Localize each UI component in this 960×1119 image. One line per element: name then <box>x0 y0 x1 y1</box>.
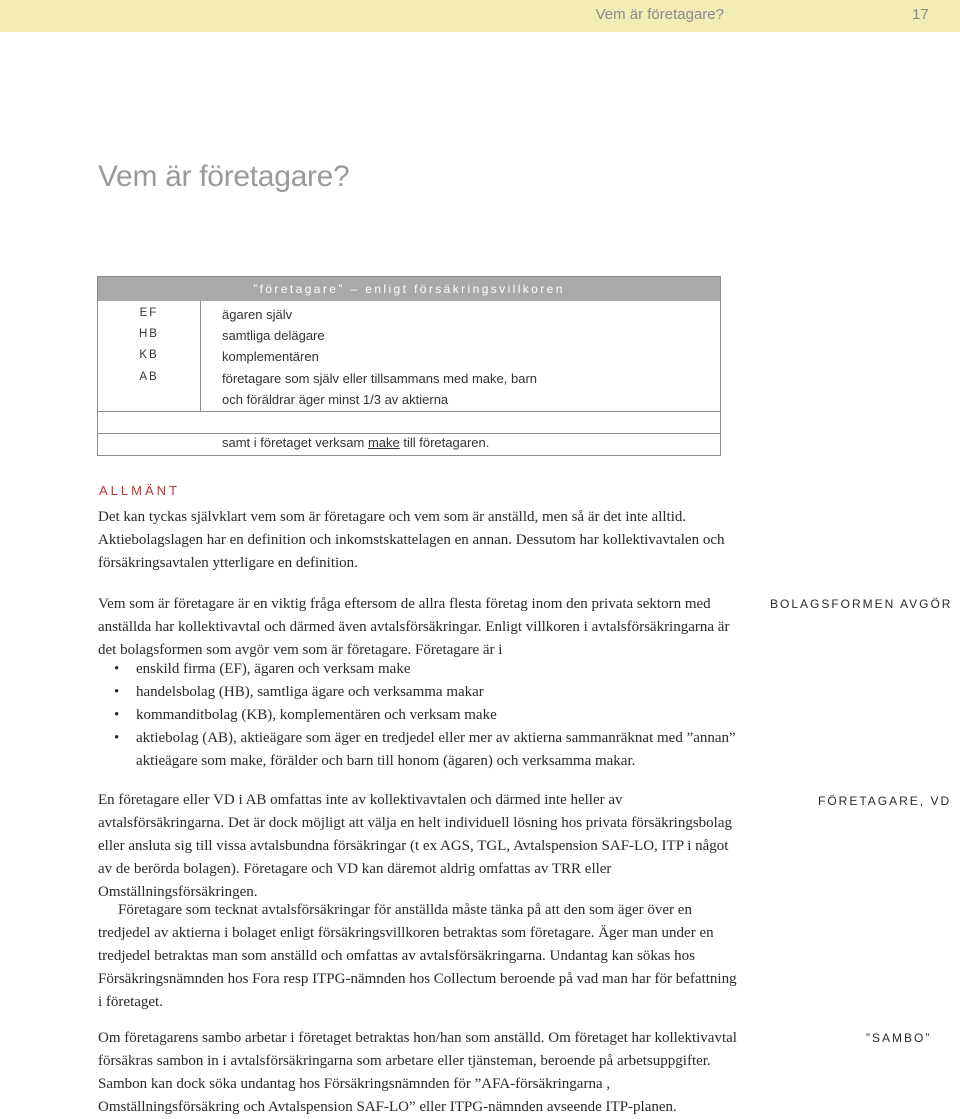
table-divider <box>98 433 720 434</box>
table-note-text: samt i företaget verksam <box>222 435 368 450</box>
company-type-definition: och föräldrar äger minst 1/3 av aktierna <box>222 392 449 407</box>
table-note <box>222 435 489 450</box>
list-item <box>98 704 738 727</box>
table-note-underlined: make <box>367 435 400 450</box>
bullet-icon: • <box>114 707 120 723</box>
bullet-icon: • <box>114 661 120 677</box>
paragraph-bolagsform: Vem som är företagare är en viktig fråga eftersom de allra flesta företag inom den privata sektorn med anställda har kollektivavtal och därmed även avtalsförsäkringar. Enligt villkoren i avtalsförsäkringarna är det bolagsformen som avgör vem som är företagare. Företagare är i <box>98 596 730 658</box>
paragraph-sambo: Om företagarens sambo arbetar i företaget betraktas hon/han som anställd. Om företaget har kollektivavtal försäkras sambon in i avtalsförsäkringarna som arbetare eller tjänsteman, beroende på arbetsuppgifter. Sambon kan dock söka undantag hos Försäkringsnämnden för ”AFA-försäkringarna , Omställningsförsäkring och Avtalspension SAF-LO” eller ITPG-nämnden avseende ITP-planen. <box>98 1030 737 1115</box>
company-type-code: HB <box>139 328 159 340</box>
company-type-code: KB <box>139 349 159 361</box>
running-header <box>0 0 960 32</box>
definition-table <box>97 276 721 456</box>
paragraph-vd-2-text: Företagare som tecknat avtalsförsäkringar för anställda måste tänka på att den som äger över en tredjedel av aktierna i bolaget enligt försäkringsvillkoren betraktas som företagare. Äger man under en tredjedel betraktas man som anställd och omfattas av avtalsförsäkringarna. Undantag kan sökas hos Försäkringsnämnden hos Fora resp ITPG-nämnden hos Collectum beroende på vad man har för befattning i företaget. <box>98 902 737 1010</box>
list-item-text: kommanditbolag (KB), komplementären och verksam make <box>136 707 497 723</box>
list-item <box>98 681 738 704</box>
company-type-code: AB <box>139 371 159 383</box>
page-title: Vem är företagare? <box>98 160 350 193</box>
company-type-list <box>98 658 738 773</box>
sidenote-sambo: ”SAMBO” <box>866 1031 932 1045</box>
company-type-definition: ägaren själv <box>222 307 293 322</box>
paragraph-vd-1: En företagare eller VD i AB omfattas inte av kollektivavtalen och därmed inte heller av avtalsförsäkringarna. Det är dock möjligt att välja en helt individuell lösning hos privata försäkringsbolag eller ansluta sig till vissa avtalsbundna försäkringar (t ex AGS, TGL, Avtalspension SAF-LO, ITP i något av de berörda bolagen). Företagare och VD kan däremot aldrig omfattas av TRR eller Omställningsförsäkringen. <box>98 792 733 900</box>
list-item <box>98 727 738 773</box>
page-number: 17 <box>912 6 929 23</box>
company-type-definition: samtliga delägare <box>222 328 325 343</box>
list-item-text: handelsbolag (HB), samtliga ägare och verksamma makar <box>136 684 484 700</box>
table-column-divider <box>200 301 201 412</box>
list-item <box>98 658 738 681</box>
list-item-text: aktiebolag (AB), aktieägare som äger en tredjedel eller mer av aktierna sammanräknat med ”annan” aktieägare som make, förälder och barn till honom (ägaren) och verksamma makar. <box>136 730 736 769</box>
paragraph-vd-2 <box>98 899 738 1014</box>
company-type-definition: komplementären <box>222 349 319 364</box>
bullet-icon: • <box>114 684 120 700</box>
running-header-title: Vem är företagare? <box>595 6 724 23</box>
company-type-definition: företagare som själv eller tillsammans med make, barn <box>222 371 538 386</box>
company-type-code: EF <box>139 307 159 319</box>
table-note-text: till företagaren. <box>399 435 490 450</box>
paragraph-intro: Det kan tyckas självklart vem som är företagare och vem som är anställd, men så är det inte alltid. Aktiebolagslagen har en definition och inkomstskattelagen en annan. Dessutom har kollektivavtalen och försäkringsavtalen ytterligare en definition. <box>98 509 725 571</box>
bullet-icon: • <box>114 730 120 746</box>
definition-table-heading: ”företagare” – enligt försäkringsvillkoren <box>98 277 720 301</box>
table-divider <box>98 411 720 412</box>
list-item-text: enskild firma (EF), ägaren och verksam make <box>136 661 411 677</box>
sidenote-foretagare-vd: FÖRETAGARE, VD <box>818 794 952 808</box>
section-heading: ALLMÄNT <box>99 483 180 498</box>
sidenote-bolagsform: BOLAGSFORMEN AVGÖR <box>770 597 953 611</box>
